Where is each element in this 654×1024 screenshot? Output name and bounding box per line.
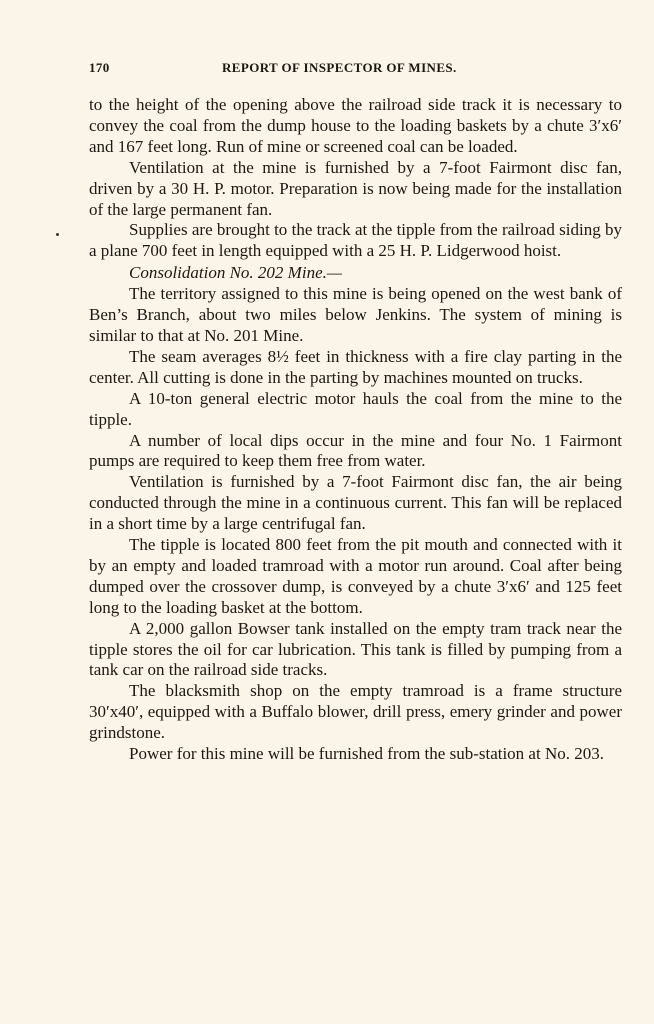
paragraph: The tipple is located 800 feet from the pit mouth and connected with it by an empty and loaded tramroad with a motor run around. Coal after being dumped over the crossover dump, is conveyed by a chute 3′x6′ and 125 feet long to the loading basket at the bottom.	[89, 535, 622, 617]
section-heading: Consolidation No. 202 Mine.—	[129, 263, 342, 283]
page-header	[89, 60, 622, 82]
paragraph: to the height of the opening above the railroad side track it is necessary to convey the coal from the dump house to the loading baskets by a chute 3′x6′ and 167 feet long. Run of mine or screened coal can be loaded.	[89, 95, 622, 156]
paragraph: Power for this mine will be furnished from the sub-station at No. 203.	[129, 744, 604, 764]
page-number: 170	[89, 60, 110, 75]
paragraph: A number of local dips occur in the mine and four No. 1 Fairmont pumps are required to keep them free from water.	[89, 430, 622, 471]
running-head: REPORT OF INSPECTOR OF MINES.	[222, 60, 457, 75]
paragraph: Ventilation at the mine is furnished by a 7-foot Fairmont disc fan, driven by a 30 H. P. motor. Preparation is now being made for the installation of the large permanent fan.	[89, 157, 622, 219]
paragraph: Supplies are brought to the track at the tipple from the railroad siding by a plane 700 feet in length equipped with a 25 H. P. Lidgerwood hoist.	[89, 220, 622, 261]
paragraph: The seam averages 8½ feet in thickness with a fire clay parting in the center. All cutting is done in the parting by machines mounted on trucks.	[89, 346, 622, 387]
body-text	[89, 95, 622, 765]
paragraph: The blacksmith shop on the empty tramroad is a frame structure 30′x40′, equipped with a Buffalo blower, drill press, emery grinder and power grindstone.	[89, 681, 622, 743]
paragraph: A 2,000 gallon Bowser tank installed on the empty tram track near the tipple stores the oil for car lubrication. This tank is filled by pumping from a tank car on the railroad side tracks.	[89, 618, 622, 680]
paragraph: The territory assigned to this mine is being opened on the west bank of Ben’s Branch, about two miles below Jenkins. The system of mining is similar to that at No. 201 Mine.	[89, 284, 622, 345]
stray-ink-mark	[56, 233, 59, 236]
paragraph: Ventilation is furnished by a 7-foot Fairmont disc fan, the air being conducted through the mine in a continuous current. This fan will be replaced in a short time by a large centrifugal fan.	[89, 472, 622, 534]
paragraph: A 10-ton general electric motor hauls the coal from the mine to the tipple.	[89, 388, 622, 429]
